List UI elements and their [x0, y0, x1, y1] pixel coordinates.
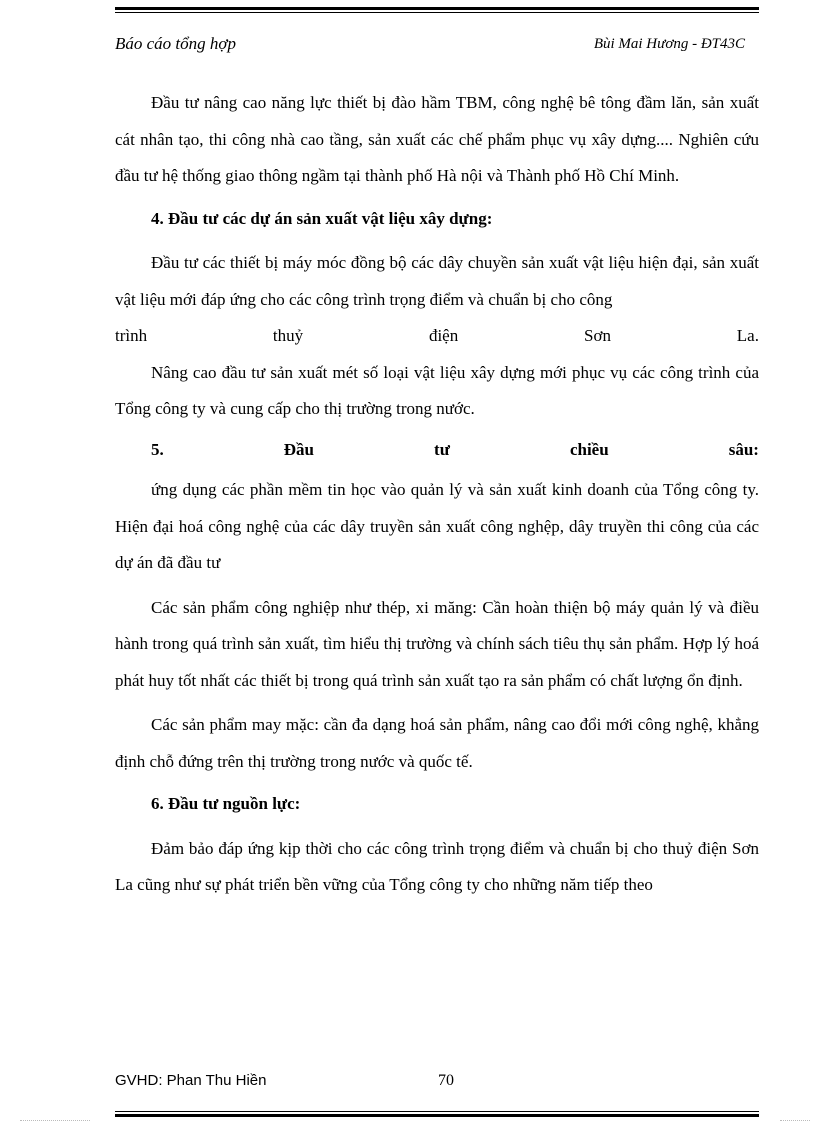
header-rule-thin — [115, 12, 759, 13]
footer-rule-thick — [115, 1114, 759, 1117]
paragraph-4: ứng dụng các phần mềm tin học vào quản lý và sản xuất kinh doanh của Tổng công ty. Hiện đại hoá công nghệ của các dây truyền sản xuất công nghệp, dây truyền thi công của các dự án đã đầu tư — [115, 480, 759, 572]
paragraph-1: Đầu tư nâng cao năng lực thiết bị đào hầm TBM, công nghệ bê tông đầm lăn, sản xuất cát nhân tạo, thi công nhà cao tầng, sản xuất các chế phẩm phục vụ xây dựng.... Nghiên cứu đầu tư hệ thống giao thông ngầm tại thành phố Hà nội và Thành phố Hồ Chí Minh. — [115, 93, 759, 185]
page-footer — [115, 1072, 759, 1092]
paragraph-2: Đầu tư các thiết bị máy móc đồng bộ các dây chuyền sản xuất vật liệu hiện đại, sản xuất vật liệu mới đáp ứng cho các công trình trọng điểm và chuẩn bị cho công — [115, 253, 759, 309]
footer-rule-thin — [115, 1111, 759, 1112]
margin-dots-left — [20, 1120, 90, 1121]
page-number: 70 — [438, 1072, 454, 1089]
margin-dots-right — [780, 1120, 810, 1121]
page-header — [115, 34, 759, 56]
paragraph-3: Nâng cao đầu tư sản xuất mét số loại vật liệu xây dựng mới phục vụ các công trình của Tổng công ty và cung cấp cho thị trường trong nước. — [115, 362, 759, 418]
header-rule-thick — [115, 7, 759, 10]
header-author: Bùi Mai Hương - ĐT43C — [593, 36, 745, 52]
header-title: Báo cáo tổng hợp — [115, 34, 236, 53]
footer-supervisor: GVHD: Phan Thu Hiền — [115, 1072, 267, 1089]
paragraph-5: Các sản phẩm công nghiệp như thép, xi măng: Cần hoàn thiện bộ máy quản lý và điều hành trong quá trình sản xuất, tìm hiểu thị trường và chính sách tiêu thụ sản phẩm. Hợp lý hoá phát huy tốt nhất các thiết bị trong quá trình sản xuất tạo ra sản phẩm có chất lượng ổn định. — [115, 597, 759, 690]
heading-4: 4. Đầu tư các dự án sản xuất vật liệu xây dựng: — [151, 208, 493, 228]
paragraph-7: Đảm bảo đáp ứng kịp thời cho các công trình trọng điểm và chuẩn bị cho thuỷ điện Sơn La cũng như sự phát triển bền vững của Tổng công ty cho những năm tiếp theo — [115, 838, 759, 894]
paragraph-2-last-line: trình thuỷ điện Sơn La. — [115, 326, 759, 345]
heading-5: 5. Đầu tư chiều sâu: — [151, 439, 759, 459]
heading-6: 6. Đầu tư nguồn lực: — [151, 794, 301, 813]
paragraph-6: Các sản phẩm may mặc: cần đa dạng hoá sản phẩm, nâng cao đổi mới công nghệ, khẳng định chỗ đứng trên thị trường trong nước và quốc tế. — [115, 715, 759, 771]
page-body — [115, 85, 759, 904]
